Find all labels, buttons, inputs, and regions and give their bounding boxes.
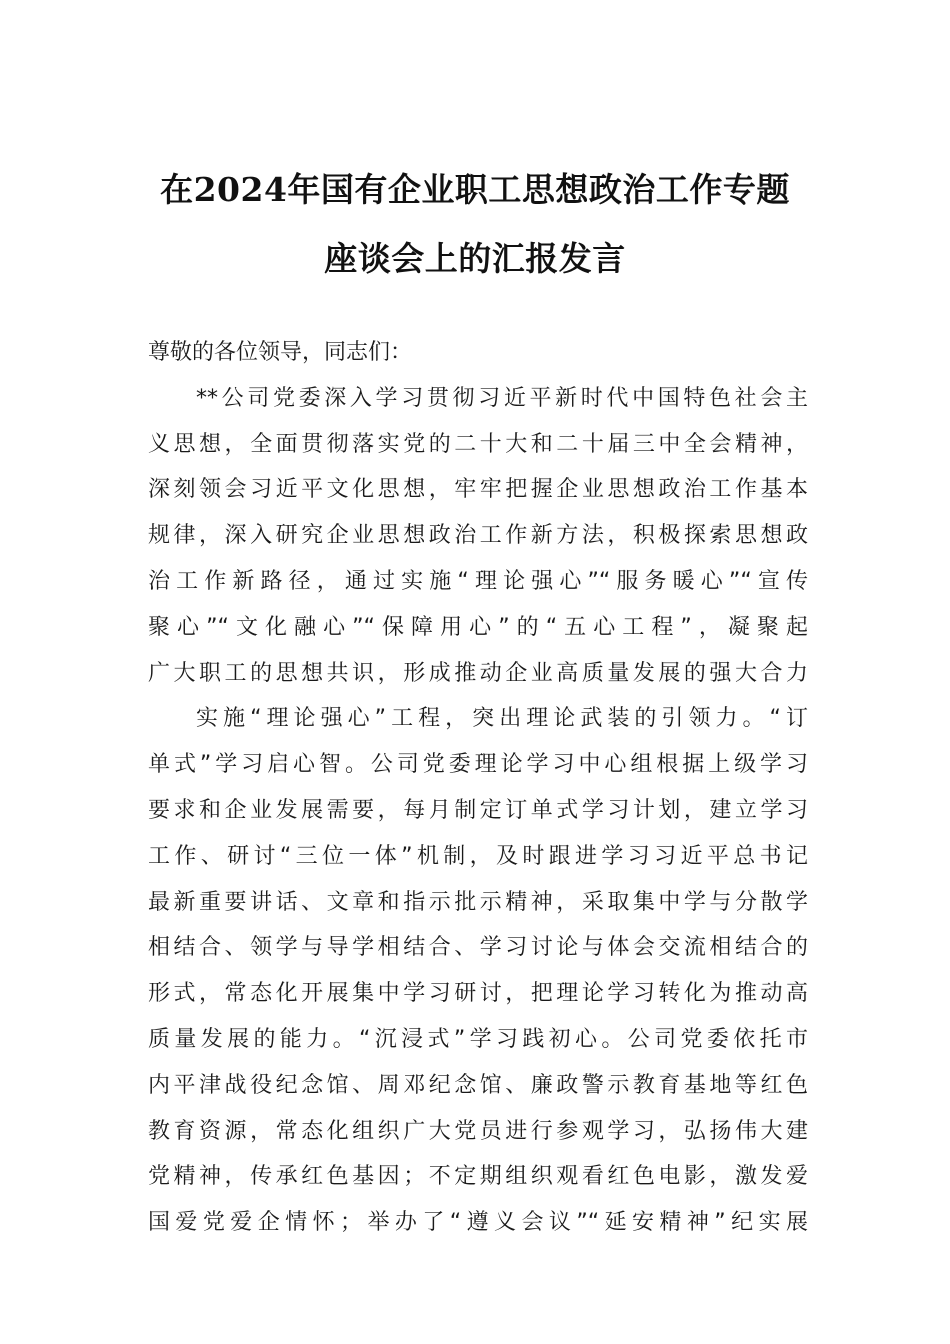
document-title-line-2: 座谈会上的汇报发言 <box>324 239 626 278</box>
paragraph-line: 国爱党爱企情怀；举办了“遵义会议”“延安精神”纪实展 <box>148 1210 808 1236</box>
paragraph-line: 相结合、领学与导学相结合、学习讨论与体会交流相结合的 <box>148 935 808 961</box>
paragraph-line: 规律，深入研究企业思想政治工作新方法，积极探索思想政 <box>148 523 808 549</box>
paragraph-line: 最新重要讲话、文章和指示批示精神，采取集中学与分散学 <box>148 889 808 915</box>
document-title-line-1: 在2024年国有企业职工思想政治工作专题 <box>160 170 790 209</box>
paragraph-line: 党精神，传承红色基因；不定期组织观看红色电影，激发爱 <box>148 1164 808 1190</box>
paragraph-line: 深刻领会习近平文化思想，牢牢把握企业思想政治工作基本 <box>148 477 808 503</box>
paragraph-line: **公司党委深入学习贯彻习近平新时代中国特色社会主 <box>196 385 808 411</box>
salutation: 尊敬的各位领导，同志们： <box>148 340 413 365</box>
paragraph-line: 单式”学习启心智。公司党委理论学习中心组根据上级学习 <box>148 752 808 778</box>
document-body <box>148 330 808 1246</box>
paragraph-line: 教育资源，常态化组织广大党员进行参观学习，弘扬伟大建 <box>148 1118 808 1144</box>
paragraph-1 <box>148 376 808 697</box>
paragraph-line: 工作、研讨“三位一体”机制，及时跟进学习习近平总书记 <box>148 843 808 869</box>
paragraph-line: 要求和企业发展需要，每月制定订单式学习计划，建立学习 <box>148 797 808 823</box>
paragraph-line: 义思想，全面贯彻落实党的二十大和二十届三中全会精神， <box>148 431 808 457</box>
paragraph-line: 实施“理论强心”工程，突出理论武装的引领力。“订 <box>196 706 808 732</box>
paragraph-line: 聚心”“文化融心”“保障用心”的“五心工程”，凝聚起 <box>148 614 808 640</box>
paragraph-line: 质量发展的能力。“沉浸式”学习践初心。公司党委依托市 <box>148 1026 808 1052</box>
paragraph-line: 形式，常态化开展集中学习研讨，把理论学习转化为推动高 <box>148 981 808 1007</box>
paragraph-line: 内平津战役纪念馆、周邓纪念馆、廉政警示教育基地等红色 <box>148 1072 808 1098</box>
paragraph-line: 广大职工的思想共识，形成推动企业高质量发展的强大合力 <box>148 660 808 686</box>
paragraph-2 <box>148 696 808 1246</box>
paragraph-line: 治工作新路径，通过实施“理论强心”“服务暖心”“宣传 <box>148 568 808 594</box>
